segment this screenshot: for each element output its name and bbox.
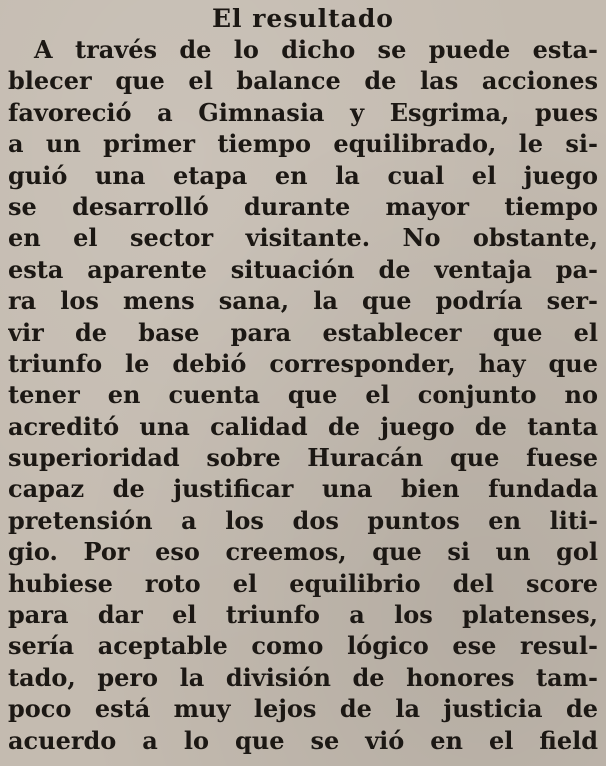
article-headline: El resultado bbox=[212, 4, 394, 33]
article-line: tener en cuenta que el conjunto no bbox=[8, 380, 598, 410]
article-line: en el sector visitante. No obstante, bbox=[8, 223, 598, 253]
article-line: ra los mens sana, la que podría ser- bbox=[8, 286, 598, 316]
article-line: superioridad sobre Huracán que fuese bbox=[8, 443, 598, 473]
article-line: acreditó una calidad de juego de tanta bbox=[8, 411, 598, 441]
article-line: se desarrolló durante mayor tiempo bbox=[8, 191, 598, 221]
article-line: sería aceptable como lógico ese resul- bbox=[8, 631, 598, 661]
article-line: poco está muy lejos de la justicia de bbox=[8, 694, 598, 724]
article-line: guió una etapa en la cual el juego bbox=[8, 160, 598, 190]
article-line: para dar el triunfo a los platenses, bbox=[8, 600, 598, 630]
article-line: vir de base para establecer que el bbox=[8, 317, 598, 347]
article-line: esta aparente situación de ventaja pa- bbox=[8, 254, 598, 284]
article-line: pretensión a los dos puntos en liti- bbox=[8, 505, 598, 535]
article-line: triunfo le debió corresponder, hay que bbox=[8, 348, 598, 378]
article-line: favoreció a Gimnasia y Esgrima, pues bbox=[8, 97, 598, 127]
article-line: acuerdo a lo que se vió en el field bbox=[8, 725, 598, 755]
article-line: A través de lo dicho se puede esta- bbox=[34, 35, 598, 64]
article-line: capaz de justificar una bien fundada bbox=[8, 474, 598, 504]
article-line: a un primer tiempo equilibrado, le si- bbox=[8, 129, 598, 159]
article-line: gio. Por eso creemos, que si un gol bbox=[8, 537, 598, 567]
article-body bbox=[8, 34, 598, 756]
article-line: blecer que el balance de las acciones bbox=[8, 66, 598, 96]
article-line: tado, pero la división de honores tam- bbox=[8, 662, 598, 692]
article-line: hubiese roto el equilibrio del score bbox=[8, 568, 598, 598]
